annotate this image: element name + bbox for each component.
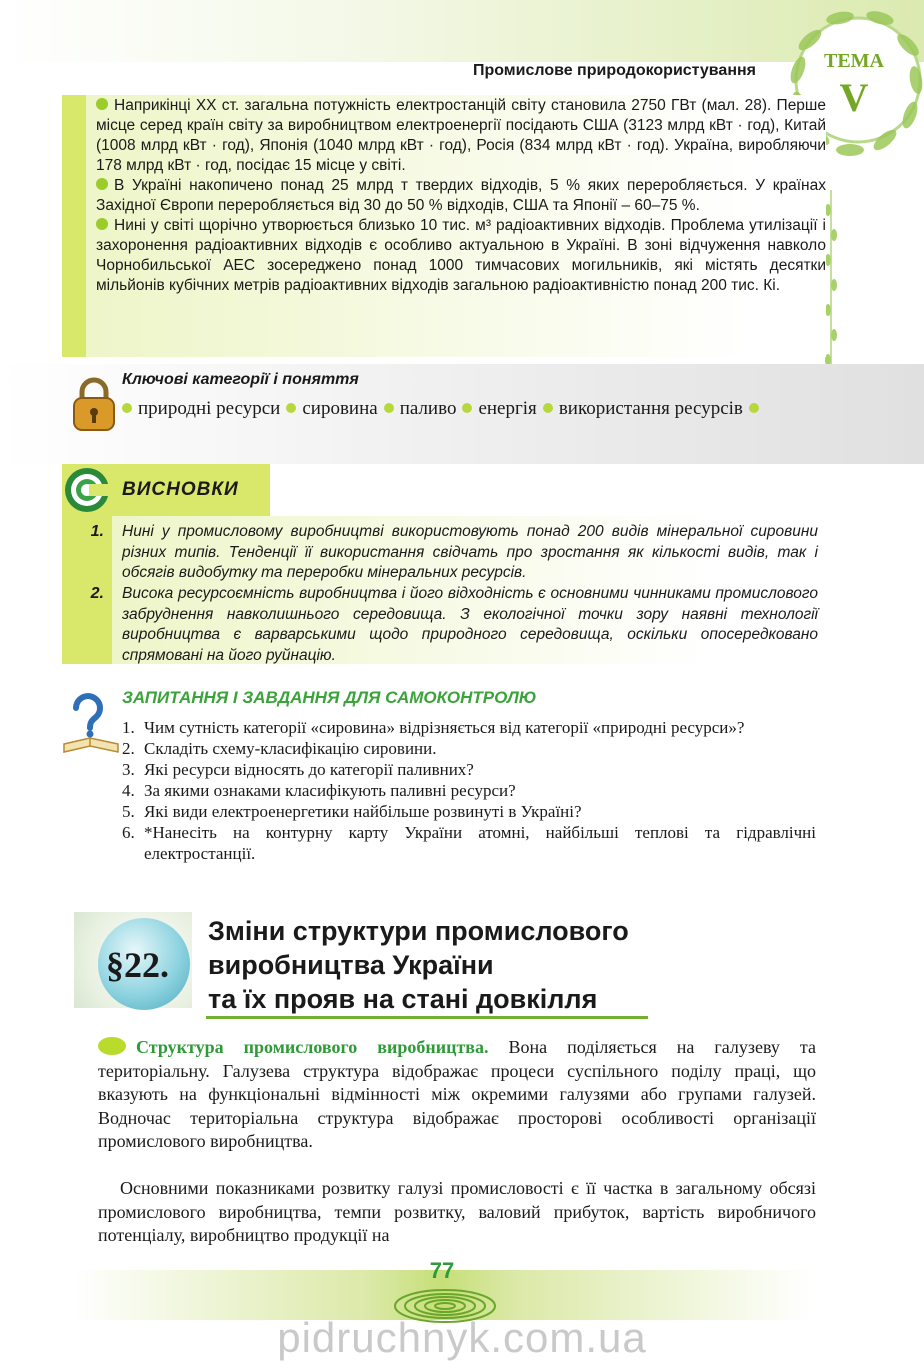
fact-item: Нині у світі щорічно утворюється близько 10 тис. м³ радіоактивних відходів. Проблема утилізації і захоронення радіоактивних відходів є особливо актуальною в Україні. В зоні відчуження навколо Чорнобильської АЕС зосереджено понад 1000 тимчасових могильників, які містять десятки мільйонів кубічних метрів радіоактивних відходів загальною радіоактивністю понад 200 тис. Кі. — [96, 217, 826, 294]
conclusion-text: Висока ресурсоємність виробництва і його відходність є основними чинниками промислового забруднення навколишнього середовища. З екологічної точки зору наявні технології виробництва є варварськими щодо природного середовища, оскільки опосередковано спрямовані на його руйнацію. — [122, 585, 818, 664]
body-paragraph-2: Основними показниками розвитку галузі промисловості є її частка в загальному обсязі промислового виробництва, темпи розвитку, валовий прибуток, вартість виробничого потенціалу, виробництво продукції на — [98, 1178, 816, 1245]
bullet-icon — [122, 403, 132, 413]
body-paragraph-1: Структура промислового виробництва. Вона поділяється на галузеву та територіальну. Галузева структура відображає процеси суспільного поділу праці, що вказують на функціональні відмінності між окремими галузями або групами галузей. Водночас територіальна структура відображає просторові особливості організації промислового виробництва. — [98, 1037, 816, 1151]
padlock-icon — [70, 376, 118, 432]
bullet-icon — [96, 98, 108, 110]
key-concepts-title: Ключові категорії і поняття — [122, 371, 359, 388]
conclusion-number: 1. — [90, 523, 104, 540]
question-item: 6. *Нанесіть на контурну карту України атомні, найбільші теплові та гідравлічні електростанції. — [122, 823, 816, 863]
key-term: сировина — [302, 398, 378, 419]
fact-item: Наприкінці ХХ ст. загальна потужність електростанцій світу становила 2750 ГВт (мал. 28). Перше місце серед країн світу за виробництвом електроенергії посідають США (3123 млрд кВт · год), Китай (1008 млрд кВт · год), Японія (1040 млрд кВт · год), Росія (834 млрд кВт · год). Україна, виробляючи 178 млрд кВт · год, посідає 15 місце у світі. — [96, 97, 826, 174]
tema-number: V — [839, 75, 869, 120]
section-title: Зміни структури промислового виробництва України та їх прояв на стані довкілля — [208, 916, 629, 1014]
questions-list — [122, 717, 816, 864]
bullet-icon — [286, 403, 296, 413]
question-item: 5. Які види електроенергетики найбільше розвинуті в Україні? — [122, 802, 582, 821]
question-book-icon — [62, 688, 120, 756]
conclusion-number: 2. — [90, 585, 104, 602]
conclusions-title: ВИСНОВКИ — [122, 479, 239, 500]
section-marker-icon — [98, 1037, 126, 1055]
key-term: природні ресурси — [138, 398, 281, 419]
key-term: використання ресурсів — [558, 398, 743, 419]
conclusion-text: Нині у промисловому виробництві використовують понад 200 видів мінеральної сировини різних типів. Тенденції її використання свідчать про зростання як кількості видів, так і обсягів видобутку та переробки мінеральних ресурсів. — [122, 523, 818, 581]
section-title-underline — [206, 1016, 648, 1019]
bullet-icon — [749, 403, 759, 413]
question-item: 3. Які ресурси відносять до категорії паливних? — [122, 760, 474, 779]
question-item: 2. Складіть схему-класифікацію сировини. — [122, 739, 437, 758]
question-item: 1. Чим сутність категорії «сировина» відрізняється від категорії «природні ресурси»? — [122, 718, 745, 737]
conclusions-logo-icon — [63, 466, 111, 514]
key-concepts-terms — [122, 397, 816, 421]
question-item: 4. За якими ознаками класифікують паливні ресурси? — [122, 781, 516, 800]
fact-item: В Україні накопичено понад 25 млрд т твердих відходів, 5 % яких переробляється. У країнах Західної Європи переробляється від 30 до 50 % відходів, США та Японії – 60–75 %. — [96, 177, 826, 214]
bullet-icon — [384, 403, 394, 413]
vine-decoration-icon — [824, 190, 838, 380]
bullet-icon — [96, 218, 108, 230]
key-term: паливо — [399, 398, 457, 419]
page-number: 77 — [429, 1258, 455, 1283]
bullet-icon — [543, 403, 553, 413]
key-term: енергія — [478, 398, 537, 419]
facts-side-bar — [62, 95, 86, 357]
tema-label: ТЕМА — [824, 50, 884, 72]
running-header-title: Промислове природокористування — [472, 62, 756, 79]
paragraph-lead: Структура промислового виробництва. — [136, 1037, 489, 1057]
watermark-text: pidruchnyk.com.ua — [277, 1314, 647, 1361]
questions-title: ЗАПИТАННЯ І ЗАВДАННЯ ДЛЯ САМОКОНТРОЛЮ — [122, 688, 537, 707]
bullet-icon — [96, 178, 108, 190]
section-number: §22. — [106, 945, 169, 985]
facts-block — [96, 96, 826, 296]
bullet-icon — [462, 403, 472, 413]
